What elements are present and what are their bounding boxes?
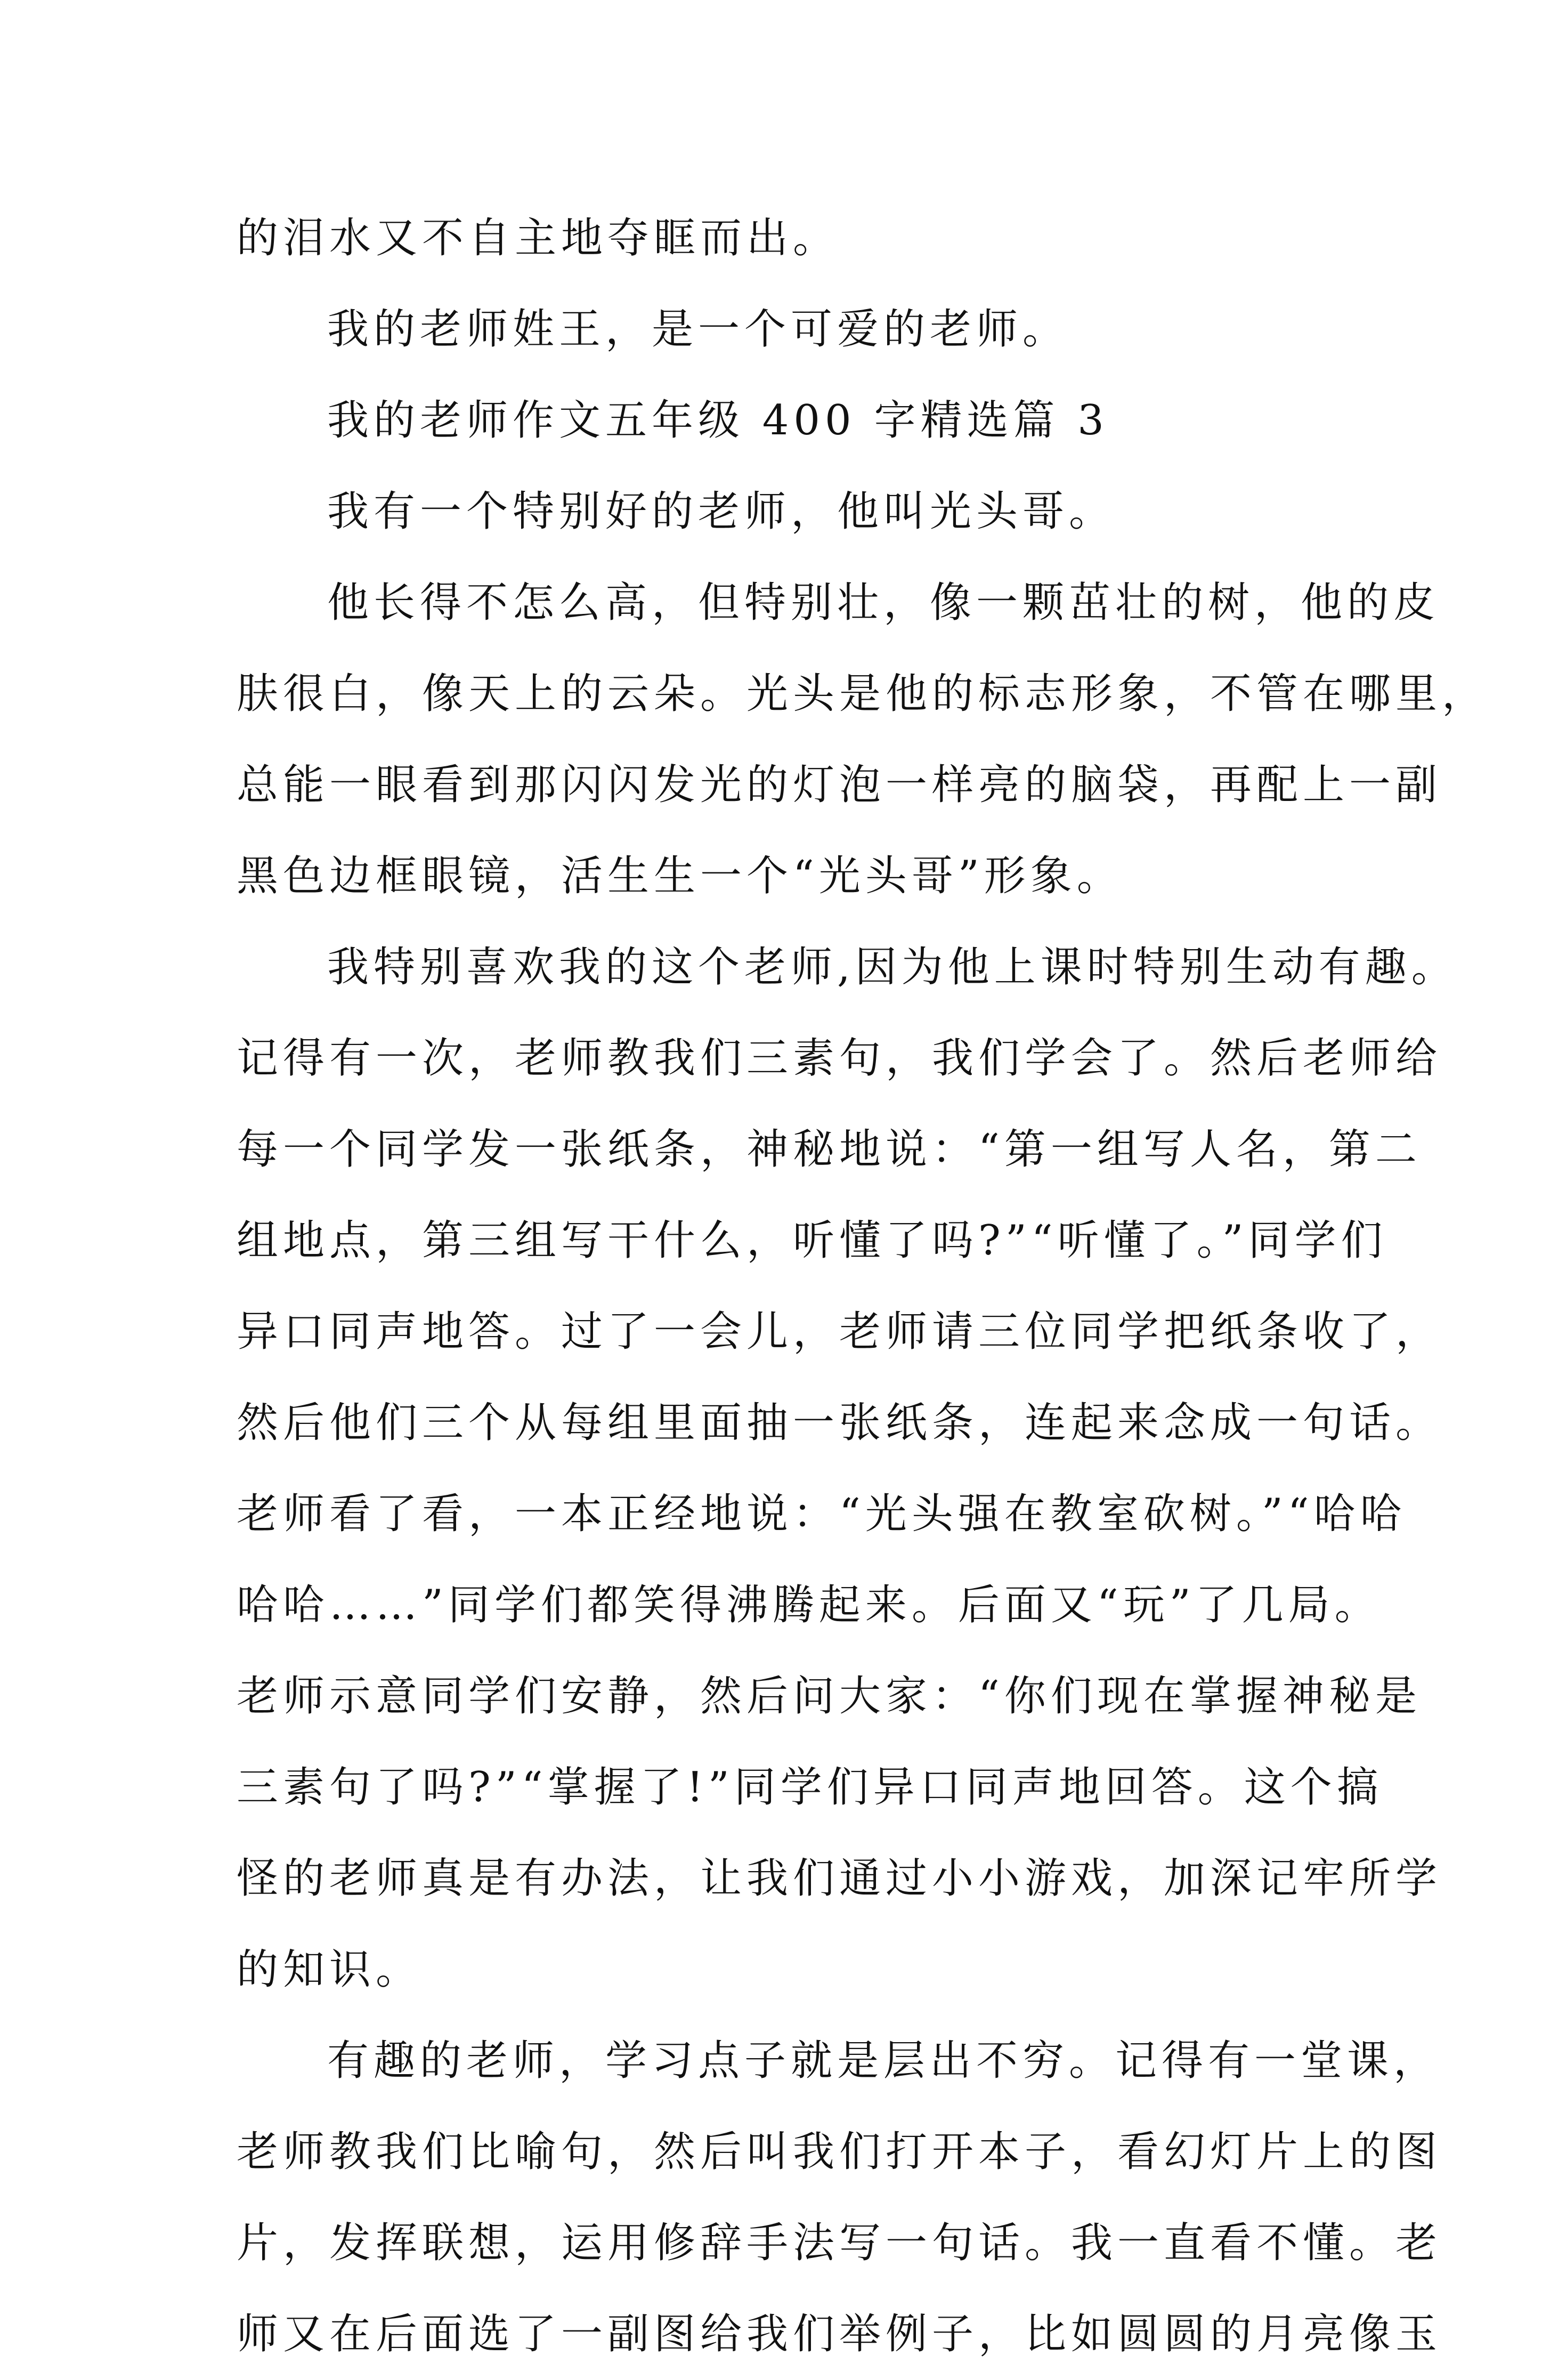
text-line: 片，发挥联想，运用修辞手法写一句话。我一直看不懂。老 xyxy=(237,2219,1442,2267)
text-line: 老师教我们比喻句，然后叫我们打开本子，看幻灯片上的图 xyxy=(237,2128,1442,2176)
text-line: 肤很白，像天上的云朵。光头是他的标志形象，不管在哪里， xyxy=(237,670,1489,718)
text-line: 总能一眼看到那闪闪发光的灯泡一样亮的脑袋，再配上一副 xyxy=(237,761,1442,809)
text-line: 有趣的老师，学习点子就是层出不穷。记得有一堂课， xyxy=(327,2037,1440,2085)
text-line: 然后他们三个从每组里面抽一张纸条，连起来念成一句话。 xyxy=(237,1399,1442,1447)
text-line: 我的老师姓王，是一个可爱的老师。 xyxy=(327,305,1069,353)
text-line: 他长得不怎么高，但特别壮，像一颗茁壮的树，他的皮 xyxy=(327,579,1440,627)
text-line: 黑色边框眼镜，活生生一个“光头哥”形象。 xyxy=(237,852,1123,900)
text-line: 记得有一次，老师教我们三素句，我们学会了。然后老师给 xyxy=(237,1034,1442,1082)
text-line: 的泪水又不自主地夺眶而出。 xyxy=(237,214,840,262)
text-line: 异口同声地答。过了一会儿，老师请三位同学把纸条收了， xyxy=(237,1308,1442,1356)
text-line: 组地点，第三组写干什么，听懂了吗?”“听懂了。”同学们 xyxy=(237,1217,1387,1265)
text-line: 师又在后面选了一副图给我们举例子，比如圆圆的月亮像玉 xyxy=(237,2310,1442,2358)
text-line: 三素句了吗?”“掌握了!”同学们异口同声地回答。这个搞 xyxy=(237,1763,1383,1811)
body-text xyxy=(237,193,1489,2380)
text-line: 老师示意同学们安静，然后问大家：“你们现在掌握神秘是 xyxy=(237,1672,1422,1720)
text-line: 的知识。 xyxy=(237,1946,423,1994)
text-line: 我特别喜欢我的这个老师,因为他上课时特别生动有趣。 xyxy=(327,943,1458,991)
text-line: 老师看了看，一本正经地说：“光头强在教室砍树。”“哈哈 xyxy=(237,1490,1407,1538)
section-heading: 我的老师作文五年级 400 字精选篇 3 xyxy=(327,396,1109,444)
text-line: 我有一个特别好的老师，他叫光头哥。 xyxy=(327,488,1116,536)
text-line: 哈哈……”同学们都笑得沸腾起来。后面又“玩”了几局。 xyxy=(237,1581,1381,1629)
text-line: 每一个同学发一张纸条，神秘地说：“第一组写人名，第二 xyxy=(237,1126,1422,1173)
text-line: 怪的老师真是有办法，让我们通过小小游戏，加深记牢所学 xyxy=(237,1855,1442,1903)
